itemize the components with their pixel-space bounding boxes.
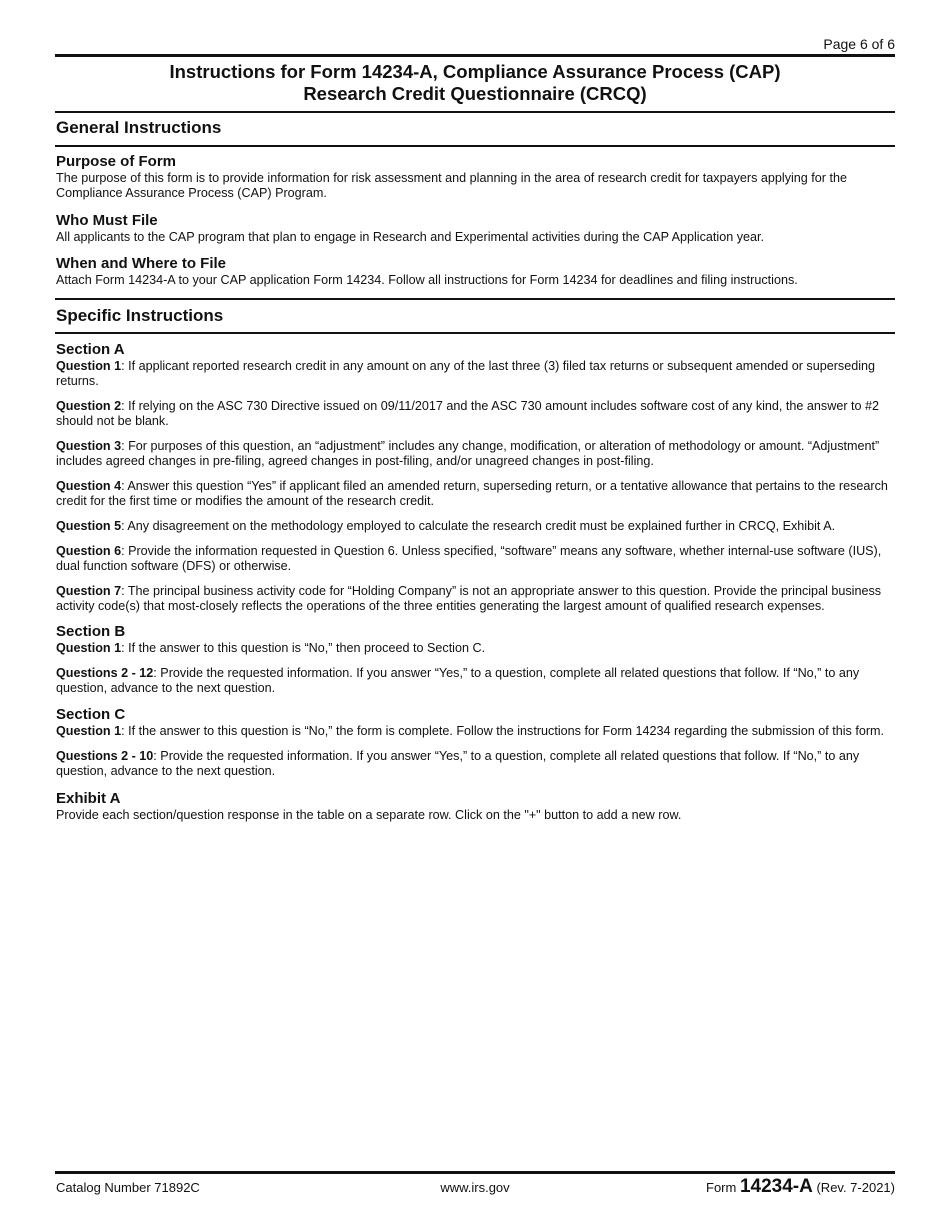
who-heading: Who Must File — [56, 212, 158, 229]
purpose-heading: Purpose of Form — [56, 153, 177, 170]
section-a-heading: Section A — [56, 341, 125, 358]
section-b — [56, 623, 894, 706]
divider — [55, 332, 895, 334]
section-a-question: Question 4: Answer this question “Yes” if applicant filed an amended return, superseding return, or a tentative allowance that pertains to the research credit for the first time or modifies the amount of the research credit. — [56, 479, 888, 508]
footer — [55, 1176, 895, 1198]
exhibit-a — [56, 790, 894, 823]
section-b-question: Questions 2 - 12: Provide the requested information. If you answer “Yes,” to a question, complete all related questions that follow. If “No,” to any question, advance to the next question. — [56, 666, 860, 695]
section-a-question: Question 2: If relying on the ASC 730 Directive issued on 09/11/2017 and the ASC 730 amount includes software cost of any kind, the answer to #2 should not be blank. — [56, 399, 880, 428]
divider — [55, 111, 895, 113]
section-a — [56, 341, 894, 624]
page-number: Page 6 of 6 — [823, 36, 895, 52]
section-c-question: Questions 2 - 10: Provide the requested information. If you answer “Yes,” to a question, complete all related questions that follow. If “No,” to any question, advance to the next question. — [56, 749, 860, 778]
section-a-question: Question 3: For purposes of this question, an “adjustment” includes any change, modification, or alteration of methodology or amount. “Adjustment” includes agreed changes in pre-filing, agreed changes in post-filing, and/or unagreed changes in post-filing. — [56, 439, 880, 468]
divider — [55, 298, 895, 300]
section-a-question: Question 1: If applicant reported research credit in any amount on any of the last three (3) filed tax returns or subsequent amended or superseding returns. — [56, 359, 876, 388]
specific-instructions-heading: Specific Instructions — [56, 306, 224, 325]
divider — [55, 145, 895, 147]
document-title — [55, 61, 895, 105]
section-b-question: Question 1: If the answer to this question is “No,” then proceed to Section C. — [56, 641, 486, 655]
catalog-number: Catalog Number 71892C — [56, 1180, 200, 1195]
when-text: Attach Form 14234-A to your CAP application Form 14234. Follow all instructions for Form 14234 for deadlines and filing instructions. — [56, 273, 798, 287]
website-link[interactable]: www.irs.gov — [440, 1180, 510, 1195]
section-b-heading: Section B — [56, 623, 126, 640]
form-number: 14234-A — [739, 1176, 813, 1197]
when-heading: When and Where to File — [56, 255, 227, 272]
exhibit-a-text: Provide each section/question response in the table on a separate row. Click on the "+" button to add a new row. — [56, 808, 682, 822]
section-a-question: Question 6: Provide the information requested in Question 6. Unless specified, “software” means any software, whether internal-use software (IUS), dual function software (DFS) or otherwise. — [56, 544, 882, 573]
exhibit-a-heading: Exhibit A — [56, 790, 121, 807]
section-c-heading: Section C — [56, 706, 126, 723]
footer-rule — [55, 1171, 895, 1174]
section-a-question: Question 5: Any disagreement on the methodology employed to calculate the research credit must be explained further in CRCQ, Exhibit A. — [56, 519, 836, 533]
section-a-question: Question 7: The principal business activity code for “Holding Company” is not an appropriate answer to this question. Provide the principal business activity code(s) that most-closely reflects the operations of the three entities generating the largest amount of qualified research expenses. — [56, 584, 882, 613]
title-line-1: Instructions for Form 14234-A, Compliance Assurance Process (CAP) — [169, 61, 781, 82]
purpose-of-form-section — [56, 153, 894, 201]
when-where-section — [56, 255, 894, 288]
who-must-file-section — [56, 212, 894, 245]
section-c-question: Question 1: If the answer to this question is “No,” the form is complete. Follow the instructions for Form 14234 regarding the submission of this form. — [56, 724, 885, 738]
title-line-2: Research Credit Questionnaire (CRCQ) — [303, 83, 647, 104]
purpose-text: The purpose of this form is to provide information for risk assessment and planning in the area of research credit for taxpayers applying for the Compliance Assurance Process (CAP) Program. — [56, 171, 848, 200]
form-identifier: Form 14234-A (Rev. 7-2021) — [706, 1176, 895, 1197]
top-rule — [55, 54, 895, 57]
who-text: All applicants to the CAP program that plan to engage in Research and Experimental activities during the CAP Application year. — [56, 230, 764, 244]
section-c — [56, 706, 894, 789]
general-instructions-heading: General Instructions — [56, 118, 222, 137]
